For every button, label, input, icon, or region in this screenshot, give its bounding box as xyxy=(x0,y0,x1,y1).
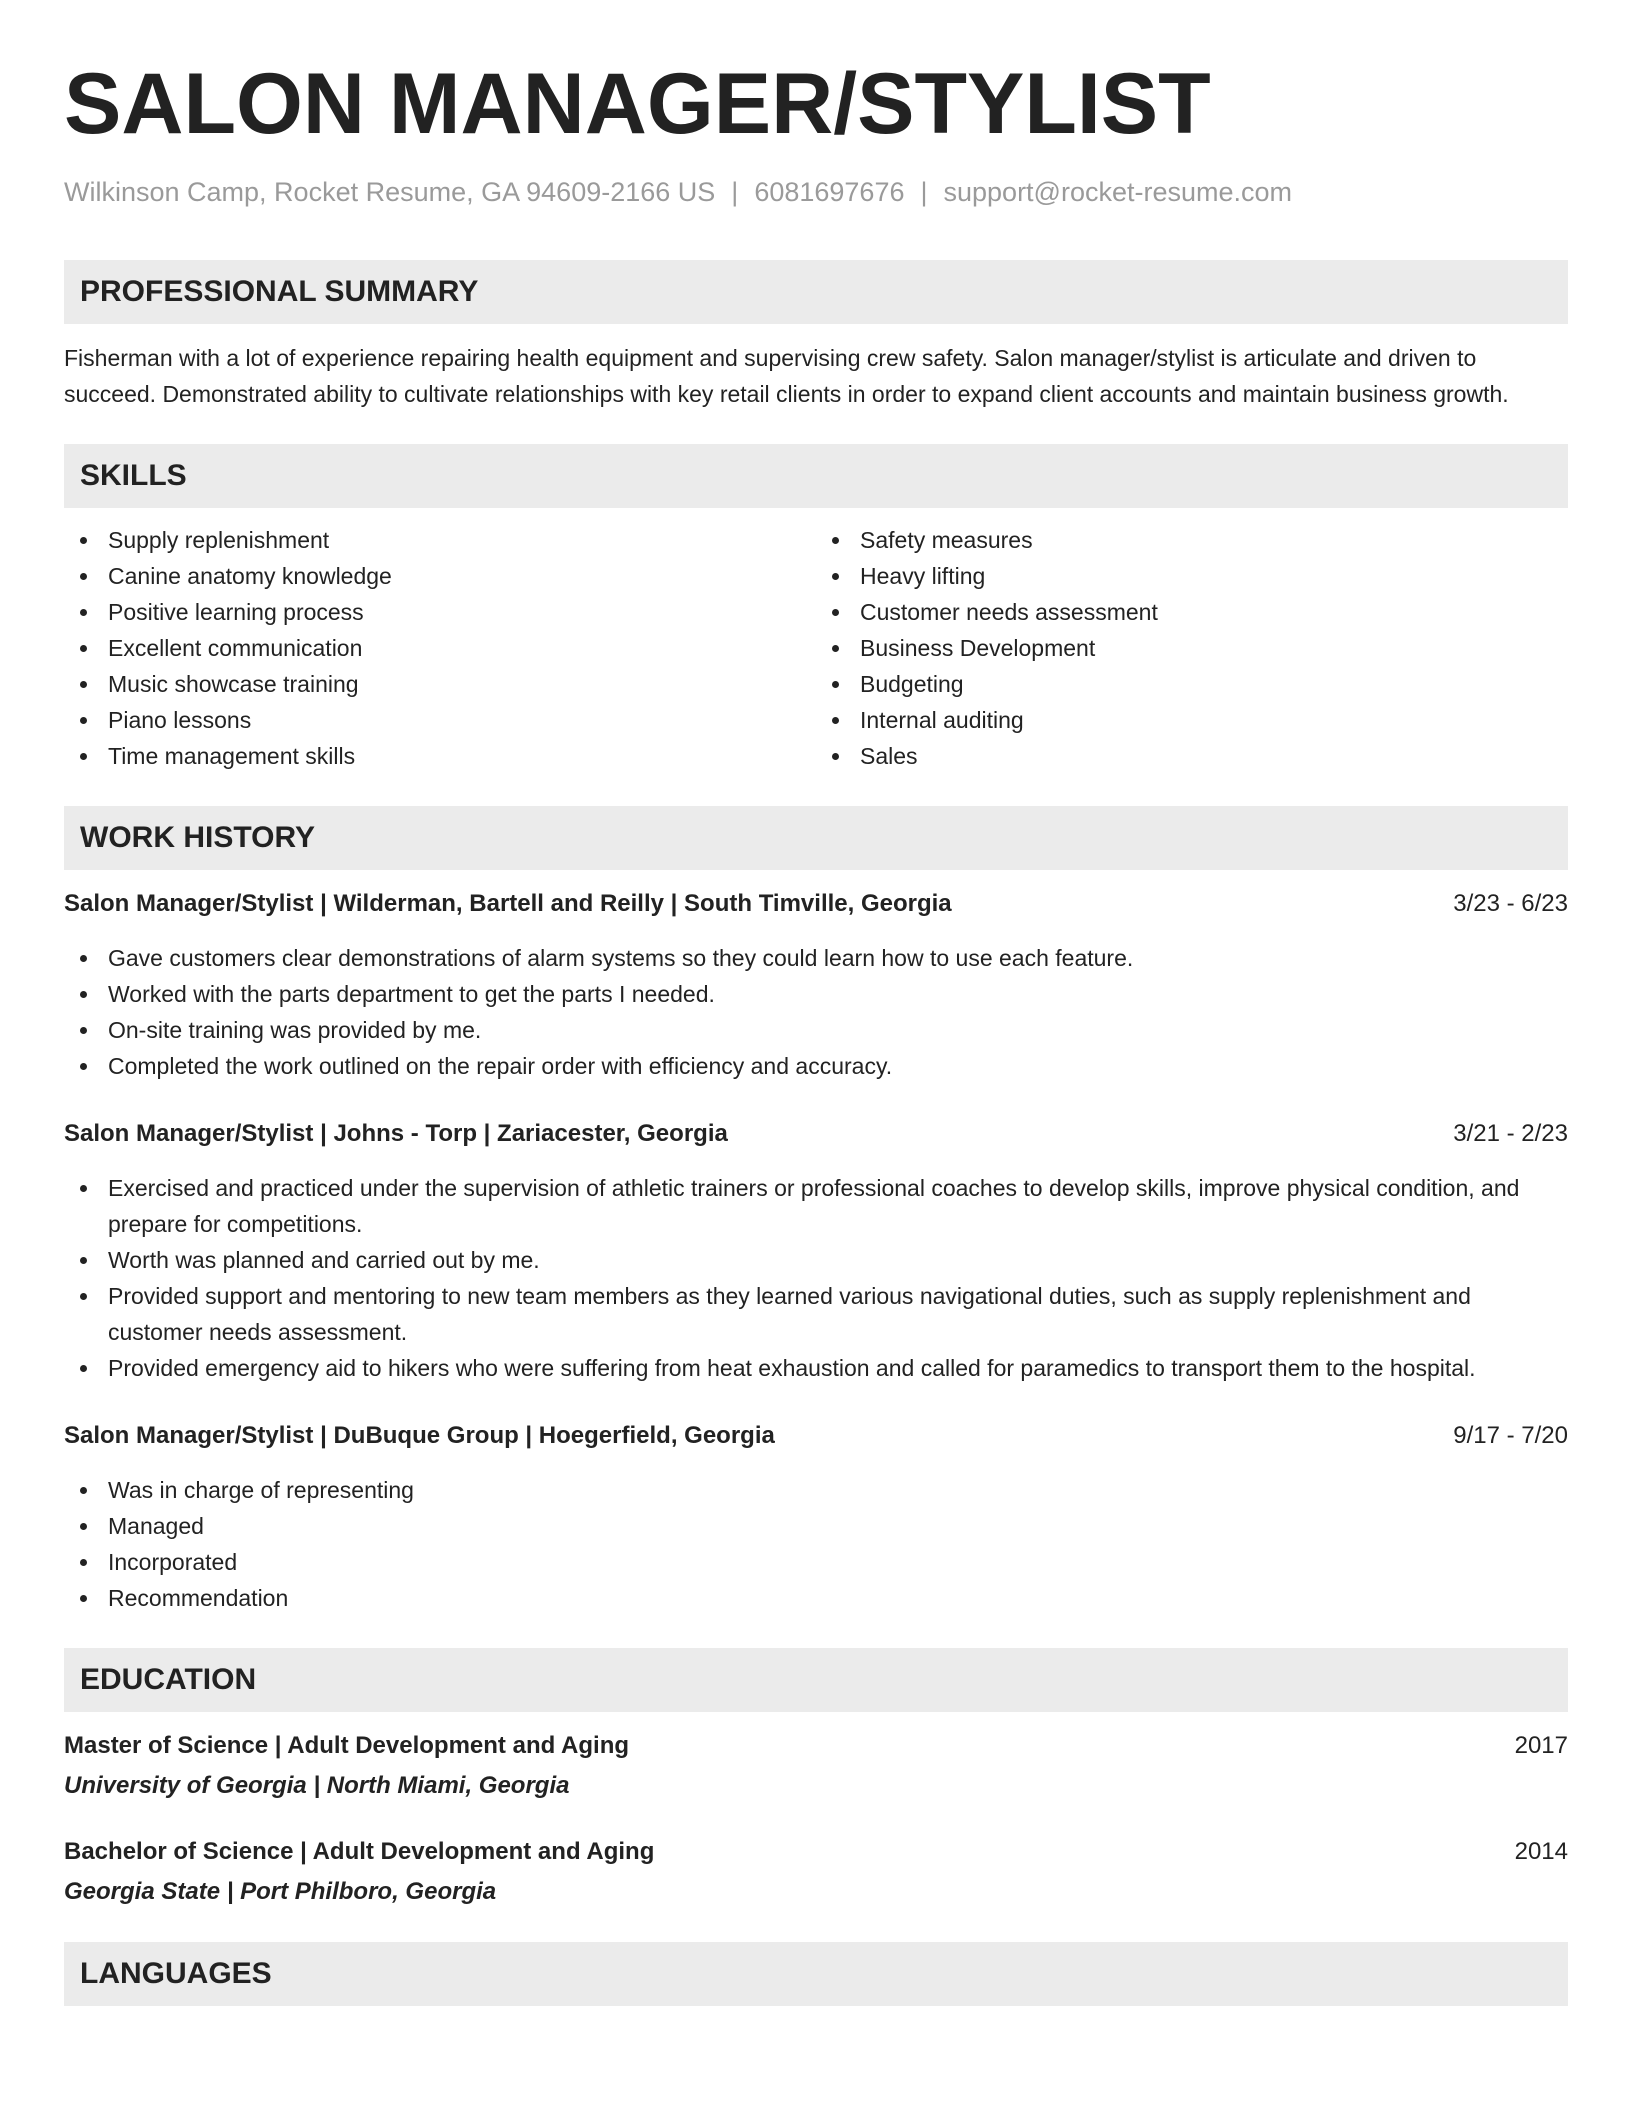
section-header-education: EDUCATION xyxy=(64,1648,1568,1712)
section-header-languages: LANGUAGES xyxy=(64,1942,1568,2006)
job-entry xyxy=(64,1418,1568,1616)
section-header-summary: PROFESSIONAL SUMMARY xyxy=(64,260,1568,324)
job-date: 9/17 - 7/20 xyxy=(1453,1422,1568,1449)
education-entry xyxy=(64,1834,1568,1910)
contact-line xyxy=(64,174,1568,210)
job-bullets xyxy=(64,1472,1568,1616)
contact-phone: 6081697676 xyxy=(754,177,905,207)
section-header-work-history: WORK HISTORY xyxy=(64,806,1568,870)
skill-item: Canine anatomy knowledge xyxy=(64,558,816,594)
skill-item: Safety measures xyxy=(816,522,1568,558)
job-bullet: Gave customers clear demonstrations of alarm systems so they could learn how to use each feature. xyxy=(64,940,1568,976)
education-degree: Bachelor of Science | Adult Development and Aging xyxy=(64,1838,655,1865)
job-header xyxy=(64,1418,1568,1454)
skill-item: Supply replenishment xyxy=(64,522,816,558)
job-header xyxy=(64,886,1568,922)
job-bullet: Recommendation xyxy=(64,1580,1568,1616)
skill-item: Piano lessons xyxy=(64,702,816,738)
contact-email: support@rocket-resume.com xyxy=(943,177,1293,207)
skill-item: Business Development xyxy=(816,630,1568,666)
skill-item: Excellent communication xyxy=(64,630,816,666)
job-bullet: Worked with the parts department to get the parts I needed. xyxy=(64,976,1568,1012)
skill-item: Internal auditing xyxy=(816,702,1568,738)
job-bullet: On-site training was provided by me. xyxy=(64,1012,1568,1048)
education-year: 2014 xyxy=(1514,1838,1568,1865)
contact-separator: | xyxy=(920,177,928,207)
job-bullet: Managed xyxy=(64,1508,1568,1544)
skill-item: Time management skills xyxy=(64,738,816,774)
education-year: 2017 xyxy=(1514,1732,1568,1759)
job-bullets xyxy=(64,940,1568,1084)
job-title: Salon Manager/Stylist | Johns - Torp | Zariacester, Georgia xyxy=(64,1120,728,1147)
contact-address: Wilkinson Camp, Rocket Resume, GA 94609-2166 US xyxy=(64,177,716,207)
job-header xyxy=(64,1116,1568,1152)
education-school: Georgia State | Port Philboro, Georgia xyxy=(64,1878,497,1905)
job-bullet: Worth was planned and carried out by me. xyxy=(64,1242,1568,1278)
job-bullet: Was in charge of representing xyxy=(64,1472,1568,1508)
job-date: 3/23 - 6/23 xyxy=(1453,890,1568,917)
education-header xyxy=(64,1728,1568,1764)
candidate-name: SALON MANAGER/STYLIST xyxy=(64,56,1211,152)
skill-item: Heavy lifting xyxy=(816,558,1568,594)
job-bullet: Exercised and practiced under the supervision of athletic trainers or professional coaches to develop skills, improve physical condition, and prepare for competitions. xyxy=(64,1170,1568,1242)
skill-item: Positive learning process xyxy=(64,594,816,630)
section-header-skills: SKILLS xyxy=(64,444,1568,508)
skills-column-left xyxy=(64,522,816,774)
job-date: 3/21 - 2/23 xyxy=(1453,1120,1568,1147)
education-header xyxy=(64,1834,1568,1870)
skill-item: Music showcase training xyxy=(64,666,816,702)
skills-column-right xyxy=(816,522,1568,774)
job-entry xyxy=(64,1116,1568,1386)
skill-item: Sales xyxy=(816,738,1568,774)
summary-text: Fisherman with a lot of experience repairing health equipment and supervising crew safety. Salon manager/stylist is articulate and driven to succeed. Demonstrated ability to cultivate relationships with key retail clients in order to expand client accounts and maintain business growth. xyxy=(64,345,1509,407)
education-degree: Master of Science | Adult Development and Aging xyxy=(64,1732,630,1759)
skill-item: Customer needs assessment xyxy=(816,594,1568,630)
education-school: University of Georgia | North Miami, Georgia xyxy=(64,1772,570,1799)
job-title: Salon Manager/Stylist | DuBuque Group | Hoegerfield, Georgia xyxy=(64,1422,775,1449)
education-entry xyxy=(64,1728,1568,1804)
contact-separator: | xyxy=(731,177,739,207)
job-bullet: Provided emergency aid to hikers who were suffering from heat exhaustion and called for paramedics to transport them to the hospital. xyxy=(64,1350,1568,1386)
job-bullet: Completed the work outlined on the repair order with efficiency and accuracy. xyxy=(64,1048,1568,1084)
job-bullet: Provided support and mentoring to new team members as they learned various navigational duties, such as supply replenishment and customer needs assessment. xyxy=(64,1278,1568,1350)
skill-item: Budgeting xyxy=(816,666,1568,702)
skills-list xyxy=(64,522,1568,774)
job-bullet: Incorporated xyxy=(64,1544,1568,1580)
job-entry xyxy=(64,886,1568,1084)
job-bullets xyxy=(64,1170,1568,1386)
job-title: Salon Manager/Stylist | Wilderman, Bartell and Reilly | South Timville, Georgia xyxy=(64,890,952,917)
